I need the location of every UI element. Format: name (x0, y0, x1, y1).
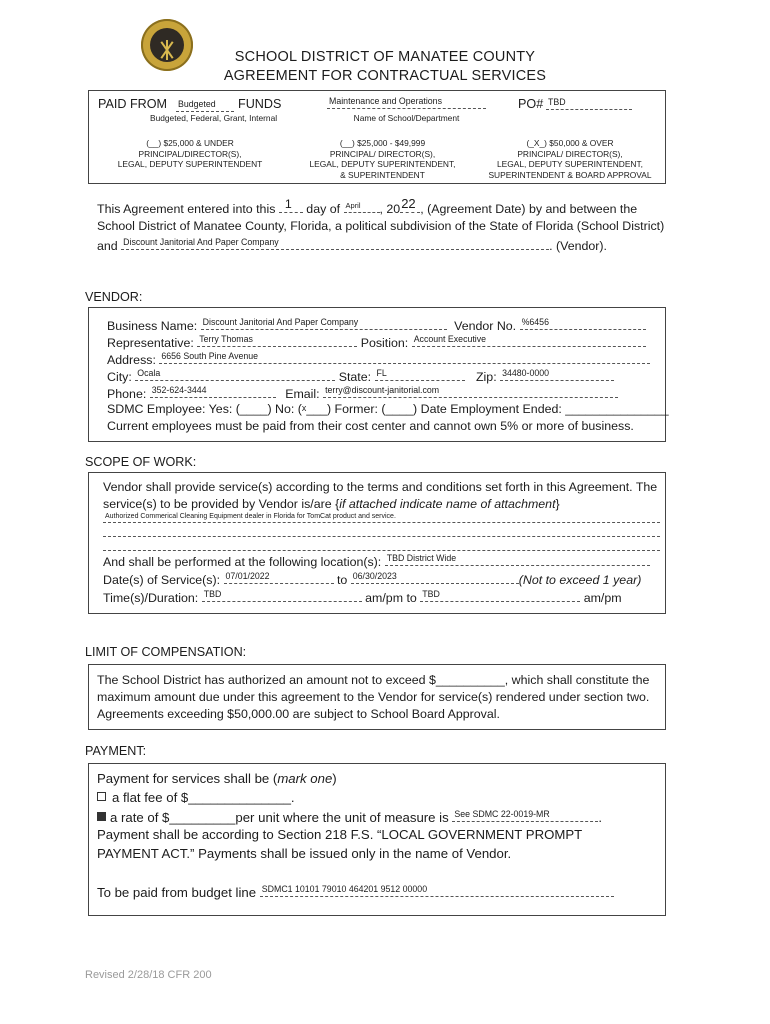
tier-amount: (_X_) $50,000 & OVER (526, 138, 614, 148)
time-duration-label: Time(s)/Duration: (103, 591, 199, 605)
tier-approver: PRINCIPAL/ DIRECTOR(S), (329, 148, 436, 159)
flat-fee-checkbox[interactable] (97, 792, 106, 801)
employee-status-text: SDMC Employee: Yes: (____) No: ( (107, 402, 302, 416)
approval-tier-2[interactable] (295, 138, 470, 180)
location-label: And shall be performed at the following location(s): (103, 555, 382, 569)
service-dates-label: Date(s) of Service(s): (103, 573, 221, 587)
budget-line-value: SDMC1 10101 79010 464201 9512 00000 (261, 884, 428, 894)
vendor-number-label: Vendor No. (454, 319, 517, 333)
tier-approver: LEGAL, DEPUTY SUPERINTENDENT (117, 159, 263, 169)
month-field[interactable] (344, 200, 380, 213)
agreement-text: This Agreement entered into this (97, 202, 276, 216)
scope-line-2 (103, 497, 660, 511)
payment-section-line-2: PAYMENT ACT.” Payments shall be issued only in the name of Vendor. (97, 846, 512, 861)
po-label: PO# (518, 97, 544, 111)
tier-approver: SUPERINTENDENT & BOARD APPROVAL (488, 169, 652, 180)
ampm-label: am/pm (583, 591, 622, 605)
city-label: City: (107, 370, 132, 384)
phone-field[interactable] (150, 385, 276, 398)
department-caption: Name of School/Department (353, 113, 460, 123)
revision-footer: Revised 2/28/18 CFR 200 (85, 969, 212, 981)
scope-line-1: Vendor shall provide service(s) according to the terms and conditions set forth in this Agreement. The (103, 480, 658, 494)
location-field[interactable] (385, 553, 650, 566)
vendor-row-city (107, 368, 614, 384)
rate-option[interactable]: a rate of $_________per unit where the unit of measure is See SDMC 22-0019-MR . (97, 808, 602, 825)
agreement-text: . (Vendor). (549, 239, 607, 253)
department-field[interactable] (327, 96, 486, 114)
tier-amount: (__) $25,000 & UNDER (146, 138, 234, 148)
employee-status-text: ___) Former: (____) Date Employment Ended: _______________ (306, 402, 669, 416)
document-title-line2: AGREEMENT FOR CONTRACTUAL SERVICES (223, 68, 547, 84)
tier-amount: (__) $25,000 - $49,999 (339, 138, 426, 148)
budget-line-row (97, 883, 614, 900)
representative-field[interactable] (197, 334, 357, 347)
unit-of-measure-field[interactable] (452, 808, 598, 822)
year-field[interactable] (400, 196, 420, 213)
budget-line-field[interactable] (260, 883, 614, 897)
business-name-label: Business Name: (107, 319, 198, 333)
time-to-field[interactable] (420, 589, 580, 602)
compensation-heading: LIMIT OF COMPENSATION: (85, 645, 247, 659)
scope-location-row (103, 553, 650, 569)
flat-fee-label: a flat fee of $______________. (112, 790, 295, 805)
email-label: Email: (285, 387, 320, 401)
vendor-name-field[interactable] (121, 237, 549, 250)
day-field[interactable] (279, 197, 303, 213)
rate-checkbox-checked[interactable] (97, 812, 106, 821)
vendor-row-phone (107, 385, 618, 401)
time-from-field[interactable] (202, 589, 362, 602)
address-value: 6656 South Pine Avenue (161, 351, 259, 361)
po-field[interactable] (546, 97, 632, 115)
state-field[interactable] (375, 368, 465, 381)
zip-field[interactable] (500, 368, 614, 381)
payment-text-italic: mark one (277, 771, 333, 786)
scope-line-blank[interactable] (103, 536, 660, 537)
vendor-row-address (107, 351, 650, 367)
business-name-field[interactable] (201, 317, 447, 330)
position-label: Position: (360, 336, 409, 350)
scope-text: service(s) to be provided by Vendor is/are { (103, 497, 340, 511)
agreement-text: day of (306, 202, 341, 216)
funds-caption: Budgeted, Federal, Grant, Internal (150, 113, 278, 123)
zip-value: 34480-0000 (502, 368, 550, 378)
vendor-row-employee[interactable] (107, 402, 669, 416)
approval-tier-3[interactable] (478, 138, 662, 180)
vendor-number-value: %6456 (521, 317, 549, 327)
zip-label: Zip: (475, 370, 497, 384)
state-label: State: (338, 370, 372, 384)
scope-line-blank[interactable] (103, 550, 660, 551)
location-value: TBD District Wide (386, 553, 457, 563)
payment-text: ) (332, 771, 337, 786)
email-value: terry@discount-janitorial.com (325, 385, 440, 395)
agreement-line-2: School District of Manatee County, Florida, a political subdivision of the State of Florida (School District) (97, 219, 665, 233)
phone-label: Phone: (107, 387, 147, 401)
scope-description[interactable]: Authorized Commerical Cleaning Equipment dealer in Florida for TomCat product and service. (105, 513, 396, 520)
rate-label: a rate of $_________per unit where the unit of measure is (110, 810, 449, 825)
tier-approver: & SUPERINTENDENT (340, 169, 425, 180)
flat-fee-option[interactable] (97, 790, 295, 805)
department-value: Maintenance and Operations (329, 96, 442, 106)
payment-instruction (97, 771, 337, 786)
representative-label: Representative: (107, 336, 194, 350)
time-from-value: TBD (203, 589, 222, 599)
unit-of-measure-value: See SDMC 22-0019-MR (454, 809, 550, 819)
po-value: TBD (548, 97, 566, 107)
ampm-to-label: am/pm to (365, 591, 417, 605)
scope-heading: SCOPE OF WORK: (85, 455, 197, 469)
email-field[interactable] (323, 385, 618, 398)
service-date-to-field[interactable] (351, 571, 519, 584)
agreement-line-1 (97, 196, 638, 216)
scope-dates-row (103, 571, 641, 587)
compensation-line-1[interactable]: The School District has authorized an amount not to exceed $__________, which shall constitute the (97, 673, 650, 687)
scope-time-row (103, 589, 622, 605)
service-date-to-value: 06/30/2023 (352, 571, 397, 581)
approval-tier-1[interactable] (100, 138, 280, 170)
business-name-value: Discount Janitorial And Paper Company (202, 317, 359, 327)
scope-text: } (555, 497, 560, 511)
agreement-text: , 20 (379, 202, 401, 216)
city-field[interactable] (135, 368, 335, 381)
day-value: 1 (284, 197, 292, 211)
vendor-row-representative (107, 334, 646, 350)
compensation-line-3: Agreements exceeding $50,000.00 are subject to School Board Approval. (97, 707, 500, 721)
document-title-line1: SCHOOL DISTRICT OF MANATEE COUNTY (234, 49, 536, 65)
tier-approver: PRINCIPAL/DIRECTOR(S), (138, 148, 242, 159)
payment-section-line-1: Payment shall be according to Section 218 F.S. “LOCAL GOVERNMENT PROMPT (97, 827, 583, 842)
position-field[interactable] (412, 334, 646, 347)
city-value: Ocala (137, 368, 161, 378)
representative-value: Terry Thomas (199, 334, 253, 344)
phone-value: 352-624-3444 (151, 385, 207, 395)
not-exceed-note: (Not to exceed 1 year) (518, 573, 642, 587)
employee-no-mark: x (301, 403, 307, 413)
paid-from-label: PAID FROM (98, 97, 168, 111)
vendor-heading: VENDOR: (85, 290, 143, 304)
time-to-value: TBD (422, 589, 440, 599)
agreement-text: and (97, 239, 118, 253)
payment-heading: PAYMENT: (85, 744, 147, 758)
address-field[interactable] (159, 351, 650, 364)
year-value: 22 (401, 196, 416, 211)
agreement-text: , (Agreement Date) by and between the (420, 202, 638, 216)
paid-from-value: Budgeted (178, 99, 216, 109)
scope-text-italic: if attached indicate name of attachment (339, 497, 556, 511)
agreement-line-3 (97, 237, 607, 253)
to-label: to (336, 573, 348, 587)
vendor-employee-note: Current employees must be paid from their cost center and cannot own 5% or more of business. (107, 419, 634, 433)
tier-approver: PRINCIPAL/ DIRECTOR(S), (517, 148, 623, 159)
vendor-number-field[interactable] (520, 317, 646, 330)
scope-line-blank[interactable] (103, 522, 660, 523)
budget-line-label: To be paid from budget line (97, 885, 257, 900)
position-value: Account Executive (413, 334, 487, 344)
service-date-from-value: 07/01/2022 (225, 571, 270, 581)
tier-approver: LEGAL, DEPUTY SUPERINTENDENT, (497, 159, 643, 169)
payment-text: Payment for services shall be ( (97, 771, 278, 786)
address-label: Address: (107, 353, 156, 367)
vendor-row-business (107, 317, 646, 333)
service-date-from-field[interactable] (224, 571, 334, 584)
compensation-line-2: maximum amount due under this agreement to the Vendor for service(s) rendered under section two. (97, 690, 650, 704)
state-value: FL (376, 368, 387, 378)
funds-label: FUNDS (238, 97, 282, 111)
month-value: April (345, 201, 361, 210)
tier-approver: LEGAL, DEPUTY SUPERINTENDENT, (309, 159, 456, 169)
vendor-name-value: Discount Janitorial And Paper Company (123, 237, 279, 247)
